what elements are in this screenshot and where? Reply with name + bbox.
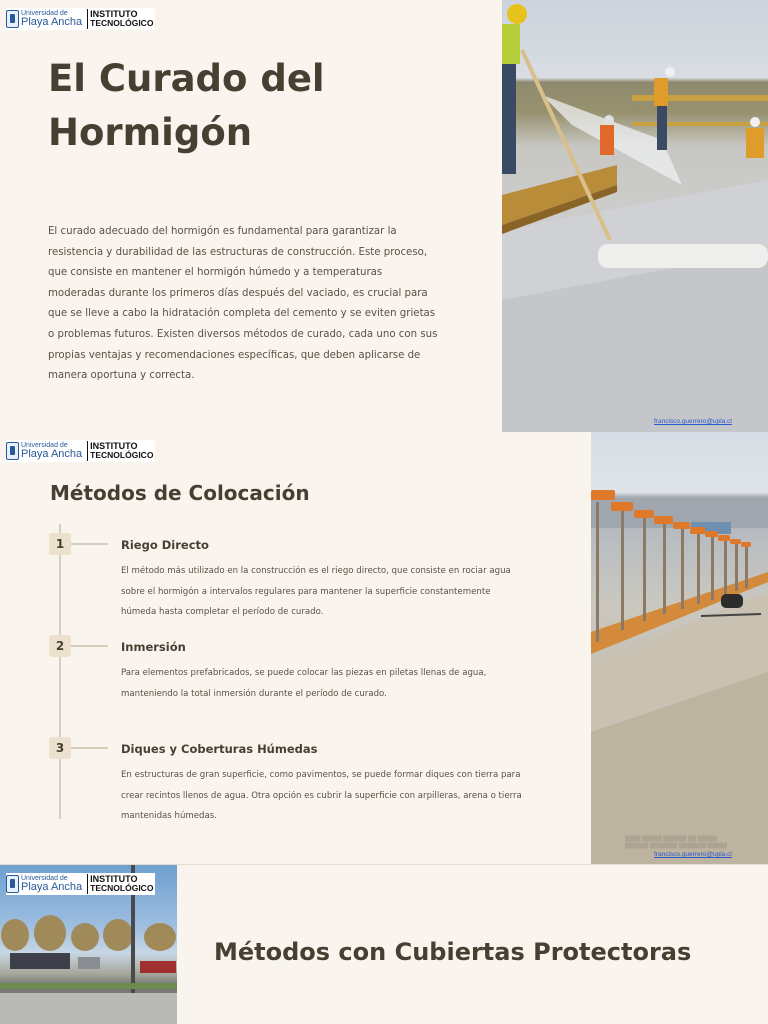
step-description: Para elementos prefabricados, se puede colocar las piezas en piletas llenas de agua, manteniendo la total inmersión durante el período de curado. (121, 668, 487, 699)
step-number-badge: 3 (49, 737, 71, 759)
step-title: Diques y Coberturas Húmedas (121, 742, 318, 756)
photo-email-link[interactable]: francisco.guerrero@upla.cl (654, 851, 732, 858)
logo-divider (87, 9, 88, 29)
logo-institute-line1: INSTITUTO (90, 8, 138, 19)
logo-institute-line2: TECNOLÓGICO (90, 883, 154, 894)
step-connector (71, 543, 108, 545)
step-number-badge: 2 (49, 635, 71, 657)
logo-institute-line2: TECNOLÓGICO (90, 450, 154, 461)
logo-divider (87, 441, 88, 461)
slide-cubiertas-protectoras (0, 864, 768, 1024)
slide-metodos-colocacion (0, 432, 768, 864)
institution-logo (6, 8, 155, 30)
photo-illustration (502, 0, 768, 432)
logo-university-line2: Playa Ancha (21, 448, 83, 460)
workers-curing-concrete-photo (502, 0, 768, 432)
step-description: El método más utilizado en la construcción es el riego directo, que consiste en rociar agua sobre el hormigón a intervalos regulares para mantener la superficie constantemente húmeda hasta completar el período de curado. (121, 566, 511, 617)
concrete-pouring-photo (591, 432, 768, 864)
photo-illustration (591, 432, 768, 864)
logo-university-line1: Universidad de (21, 875, 68, 882)
logo-university-line2: Playa Ancha (21, 16, 83, 28)
logo-university-line2: Playa Ancha (21, 881, 83, 893)
step-connector (71, 747, 108, 749)
logo-institute-line1: INSTITUTO (90, 440, 138, 451)
step-description: En estructuras de gran superficie, como pavimentos, se puede formar diques con tierra para crear recintos llenos de agua. Otra opción es cubrir la superficie con arpilleras, arena o tierra mantenidas húmedas. (121, 770, 522, 821)
slide-curado-hormigon (0, 0, 768, 432)
section-title: Métodos con Cubiertas Protectoras (214, 938, 692, 966)
logo-institute-line1: INSTITUTO (90, 873, 138, 884)
logo-university-line1: Universidad de (21, 442, 68, 449)
photo-email-link[interactable]: francisco.guerrero@upla.cl (654, 418, 732, 425)
slide-title-line1: El Curado del (48, 57, 325, 100)
step-title: Riego Directo (121, 538, 209, 552)
step-number-badge: 1 (49, 533, 71, 555)
logo-divider (87, 874, 88, 894)
step-connector (71, 645, 108, 647)
university-seal-icon (6, 10, 19, 28)
slide-title-line2: Hormigón (48, 111, 253, 154)
institution-logo (6, 440, 155, 462)
slide-title (48, 52, 408, 160)
institution-logo (6, 873, 155, 895)
timeline-line (59, 524, 61, 819)
logo-institute-line2: TECNOLÓGICO (90, 18, 154, 29)
university-seal-icon (6, 442, 19, 460)
university-seal-icon (6, 875, 19, 893)
intro-paragraph: El curado adecuado del hormigón es fundamental para garantizar la resistencia y durabilidad de las estructuras de construcción. Este proceso, que consiste en mantener el hormigón húmedo y a temperaturas moderadas durante los primeros días después del vaciado, es crucial para que se lleve a cabo la hidratación completa del cemento y se eviten grietas o problemas futuros. Existen diversos métodos de curado, cada uno con sus propias ventajas y recomendaciones específicas, que deben aplicarse de manera oportuna y correcta. (48, 226, 438, 382)
section-title: Métodos de Colocación (50, 481, 310, 505)
logo-university-line1: Universidad de (21, 10, 68, 17)
photo-credit-text: ▒▒▒▒ ▒▒▒▒▒ ▒▒▒▒▒▒ ▒▒ ▒▒▒▒▒ ▒▒▒▒▒▒ ▒▒▒▒▒▒▒ ▒▒▒▒▒▒▒ ▒▒▒▒▒ (625, 836, 728, 849)
step-title: Inmersión (121, 640, 186, 654)
